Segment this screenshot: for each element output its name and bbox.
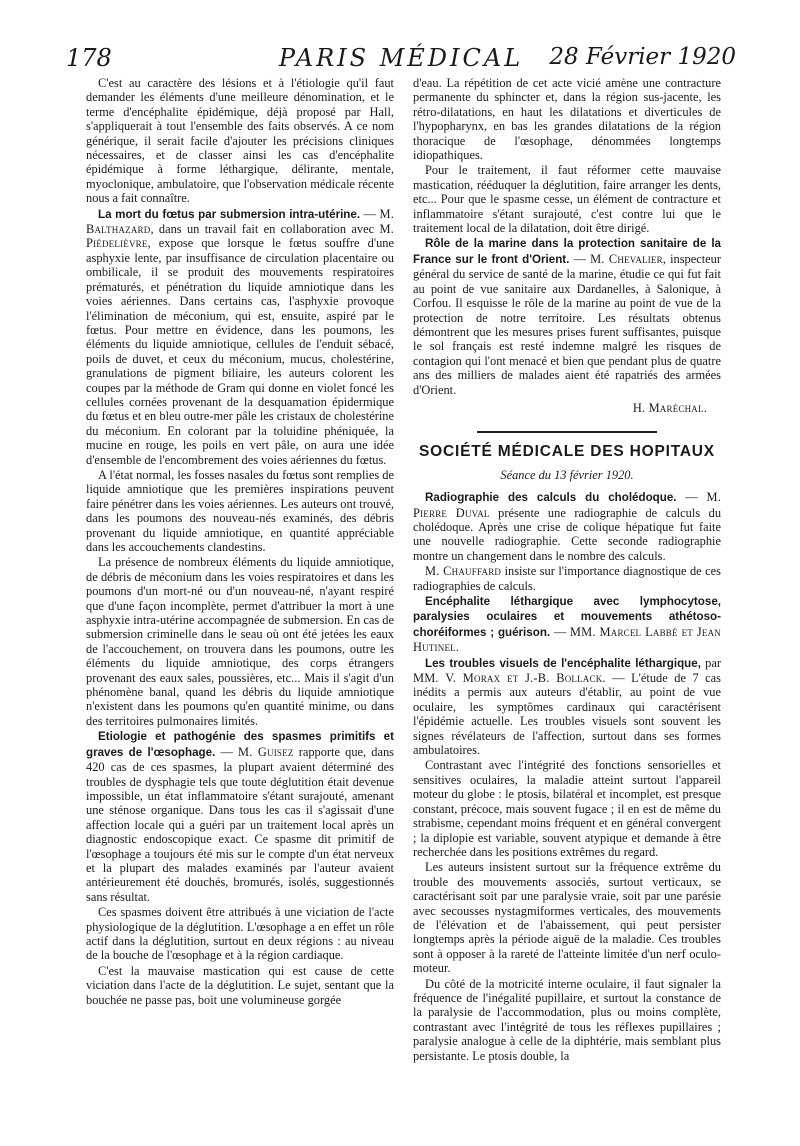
paragraph: Etiologie et pathogénie des spasmes primitifs et graves de l'œsophage. — M. Guisez rapporte que, dans 420 cas de ces spasmes, la plupart avaient déterminé des troubles de dysphagie tels que toute déglutition était devenue impossible, un état inflammatoire s'étant surajouté, amenant une sténose organique. Dans tous les cas il s'agissait d'une affection locale qui a guéri par un traitement local après un diagnostic endoscopique exact. Ce spasme dit primitif de l'œsophage a toujours été mis sur le compte d'un état nerveux et la plupart des malades examinés par l'auteur avaient antérieurement été douchés, bromurés, isolés, suggestionnés sans résultat. [86,730,395,904]
issue-date: 28 Février 1920 [549,44,736,70]
author-name: M. Piédelièvre [86,222,394,251]
paragraph: Pour le traitement, il faut réformer cette mauvaise mastication, rééduquer la déglutition, faire arranger les dents, etc... Pour que le spasme cesse, un élément de contracture et inflammatoire s'étant surajouté, c'est contre lui que le traitement local de la dilatation, doit être dirigé. [413,163,721,236]
paragraph: M. Chauffard insiste sur l'importance diagnostique de ces radiographies de calculs. [413,564,721,593]
paragraph: La mort du fœtus par submersion intra-utérine. — M. Balthazard, dans un travail fait en collaboration avec M. Piédelièvre, expose que lorsque le fœtus souffre d'une asphyxie lente, par insuffisance de circulation placentaire ou ombilicale, il se produit des mouvements respiratoires prématurés, et pénétration du liquide amniotique dans les voies aériennes. Dans certains cas, l'asphyxie provoque l'élimination de méconium, qui est, ensuite, aspiré par le fœtus. Pour mettre en évidence, dans les poumons, les éléments du liquide amniotique, cellules de l'enduit sébacé, poils de duvet, et ceux du méconium, mucus, cholestérine, granulations de pigment biliaire, les auteurs colorent les coupes par la méthode de Gram qui donne en violet foncé les cellules cornées provenant de la desquamation épidermique du fœtus et en bleu outre-mer pâle les cristaux de cholestérine du méconium. En colorant par la toluidine phéniquée, la mucine en rouge, les poils en vert pâle, on aura une idée d'ensemble de l'encombrement des voies aériennes du fœtus. [86,206,394,467]
author-name: M. Chevalier [590,251,663,266]
author-name: M. Balthazard [86,206,394,237]
author-name: M. Pierre Duval [413,490,721,520]
author-name: MM. V. Morax et J.-B. Bollack. [413,671,606,686]
article-heading: Encéphalite léthargique avec lymphocytose, paralysies oculaires et mouvements athétoso-choréiformes ; guérison. [413,595,721,639]
article-heading: Les troubles visuels de l'encéphalite léthargique, [425,656,701,670]
session-date: Séance du 13 février 1920. [500,467,634,482]
signature: H. Maréchal. [632,400,707,415]
article-heading: La mort du fœtus par submersion intra-utérine. [98,207,361,221]
paragraph: Encéphalite léthargique avec lymphocytose, paralysies oculaires et mouvements athétoso-choréiformes ; guérison. — MM. Marcel Labbé et Jean Hutinel. [413,595,721,655]
paragraph: La présence de nombreux éléments du liquide amniotique, de débris de méconium dans les voies respiratoires et dans les poumons d'un mort-né ou d'un nouveau-né, n'ayant respiré que d'une façon incomplète, permet d'attribuer la mort à une asphyxie intra-utérine accompagnée de submersion. En cas de submersion criminelle dans le seau où ont été jetées les eaux de l'accouchement, on trouvera dans les poumons, outre les éléments du liquide amniotique, des corps étrangers provenant des eaux sales, poussières, etc... Mais il s'agit d'un phénomène banal, quand les débris du liquide amniotique n'existent dans les poumons qu'en quantité minime, ou dans des territoires pulmonaires limités. [86,555,394,728]
paragraph: Du côté de la motricité interne oculaire, il faut signaler la fréquence de l'inégalité pupillaire, et surtout la constance de la paralysie de l'accommodation, plus ou moins complète, contrastant avec l'intégrité de tous les réflexes pupillaires ; paralysie analogue à celle de la diphtérie, mais semblant plus persistante. Le ptosis double, la [413,976,721,1063]
section-divider [477,431,657,433]
paragraph: C'est au caractère des lésions et à l'étiologie qu'il faut demander les éléments d'une meilleure dénomination, et le terme d'encéphalite épidémique, déjà proposé par Hall, s'appliquerait à tout l'ensemble des faits observés. A ce nom générique, il serait facile d'ajouter les précisions cliniques nécessaires, et de classer ainsi les cas d'encéphalite épidémique à forme léthargique, délirante, mentale, myoclonique, ambulatoire, que l'observation médicale récente nous a fait connaître. [86,76,394,206]
article-heading: Radiographie des calculs du cholédoque. [425,491,677,505]
paragraph: Radiographie des calculs du cholédoque. — M. Pierre Duval présente une radiographie de calculs du cholédoque. Après une crise de colique hépatique fut faite une nouvelle radiographie. Cette seconde radiographie montre un changement dans le nombre des calculs. [413,490,722,563]
left-column [86,76,394,1007]
paragraph: A l'état normal, les fosses nasales du fœtus sont remplies de liquide amniotique que les premières inspirations peuvent faire pénétrer dans les voies aériennes. Les auteurs ont trouvé, dans les poumons des nouveau-nés examinés, des débris provenant du liquide amniotique, en quantité appréciable dans les accouchements clandestins. [86,467,394,554]
journal-title: PARIS MÉDICAL [278,44,524,72]
paragraph: Ces spasmes doivent être attribués à une viciation de l'acte physiologique de la déglutition. L'œsophage a en effet un rôle actif dans la déglutition, surtout en deux régions : au niveau de la bouche de l'œsophage et à la région cardiaque. [86,905,394,963]
right-column [413,76,721,1063]
paragraph: Les troubles visuels de l'encéphalite léthargique, par MM. V. Morax et J.-B. Bollack. — L'étude de 7 cas inédits a permis aux auteurs d'établir, au point de vue oculaire, les symptômes cardinaux qui caractérisent l'épidémie actuelle. Les troubles visuels sont souvent les signes révélateurs de l'affection, surtout dans ses formes ambulatoires. [413,655,721,758]
page-header [66,40,736,80]
author-name: M. Guisez [238,744,294,759]
paragraph: C'est la mauvaise mastication qui est cause de cette viciation dans l'acte de la déglutition. Le sujet, sentant que la bouchée ne passe pas, boit une volumineuse gorgée [86,963,394,1007]
article-heading: Rôle de la marine dans la protection sanitaire de la France sur le front d'Orient. [413,237,721,266]
paragraph: Les auteurs insistent surtout sur la fréquence extrême du trouble des mouvements associés, surtout verticaux, se caractérisant soit par une paralysie vraie, soit par une parésie avec secousses nystagmiformes verticales, des mouvements de l'élévation et de l'abaissement, qui peut persister longtemps après la période aiguë de la maladie. Ces troubles sont à opposer à la rareté de l'atteinte limitée d'un nerf oculo-moteur. [413,860,721,976]
paragraph: d'eau. La répétition de cet acte vicié amène une contracture permanente du sphincter et, dans la région sus-jacente, les rétro-dilatations, en haut les dilatations et diverticules de l'hypopharynx, en bas les grandes dilatations de la région thoracique de l'œsophage, dénommées longtemps idiopathiques. [413,76,721,163]
author-name: MM. Marcel Labbé et Jean Hutinel. [413,624,721,655]
paragraph: Contrastant avec l'intégrité des fonctions sensorielles et sensitives oculaires, la maladie atteint surtout l'appareil moteur du globe : le ptosis, bilatéral et incomplet, est presque constant, précoce, mais souvent fugace ; il en est de même du strabisme, cependant moins fréquent et en général convergent ; la diplopie est variable, souvent atypique et demande à être recherchée dans les positions extrêmes du regard. [413,758,721,859]
paragraph: Rôle de la marine dans la protection sanitaire de la France sur le front d'Orient. — M. Chevalier, inspecteur général du service de santé de la marine, étudie ce qui fut fait au point de vue sanitaire aux Dardanelles, à Salonique, à Corfou. Il esquisse le rôle de la marine au point de vue de la protection de notre territoire. Les résultats obtenus démontrent que les mesures prises furent suffisantes, puisque le sol français est resté indemne malgré les risques de contagion qui l'ont menacé et bien que pendant plus de quatre ans des milliers de malades aient été rapatriés des armées d'Orient. [413,237,721,397]
section-title: SOCIÉTÉ MÉDICALE DES HOPITAUX [419,443,715,461]
article-heading: Etiologie et pathogénie des spasmes primitifs et graves de l'œsophage. [86,730,394,759]
author-name: M. Chauffard [425,564,502,579]
page-number: 178 [66,44,112,72]
